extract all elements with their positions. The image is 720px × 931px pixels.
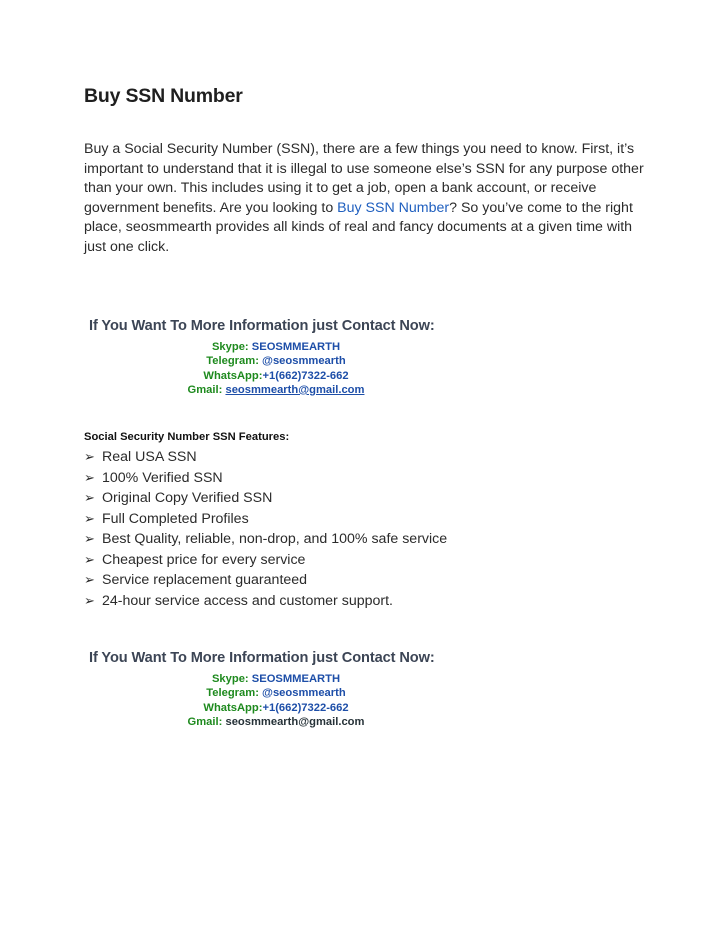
whatsapp-value: +1(662)7322-662: [262, 701, 349, 714]
telegram-value: @seosmmearth: [262, 355, 346, 368]
features-heading: Social Security Number SSN Features:: [84, 431, 290, 443]
arrow-bullet-icon: ➢: [84, 531, 95, 546]
feature-text: Original Copy Verified SSN: [102, 490, 273, 506]
feature-item: [84, 468, 447, 489]
skype-value: SEOSMMEARTH: [251, 673, 341, 685]
whatsapp-line: [180, 369, 372, 383]
whatsapp-value: +1(662)7322-662: [262, 369, 349, 382]
whatsapp-label: WhatsApp:: [203, 701, 263, 714]
skype-line: [180, 340, 372, 354]
gmail-line: [180, 715, 372, 729]
feature-item: [84, 550, 447, 571]
feature-item: [84, 447, 447, 468]
feature-item: [84, 570, 447, 591]
feature-text: Full Completed Profiles: [102, 510, 249, 527]
features-list: [84, 447, 447, 611]
feature-item: [84, 529, 447, 550]
feature-text: 100% Verified SSN: [102, 469, 223, 486]
arrow-bullet-icon: ➢: [84, 449, 95, 464]
skype-value: SEOSMMEARTH: [251, 341, 341, 353]
feature-item: [84, 591, 447, 612]
feature-text: Best Quality, reliable, non-drop, and 100% safe service: [102, 531, 448, 547]
contact-heading-2: If You Want To More Information just Contact Now:: [89, 650, 435, 666]
skype-label: Skype:: [211, 673, 249, 685]
arrow-bullet-icon: ➢: [84, 469, 95, 485]
skype-label: Skype:: [211, 341, 249, 353]
gmail-label: Gmail:: [187, 715, 223, 728]
feature-item: [84, 488, 447, 509]
gmail-value: seosmmearth@gmail.com: [225, 715, 365, 728]
contact-heading-1: If You Want To More Information just Contact Now:: [89, 318, 435, 334]
page-title: Buy SSN Number: [84, 85, 243, 107]
intro-text-before-link: Buy a Social Security Number (SSN), there are a few things you need to know. First, it’s important to understand that it is illegal to use someone else’s SSN for any purpose other than your own. This includes using it to get a job, open a bank account, or receive government benefits. Are you looking to: [84, 141, 644, 216]
feature-text: Service replacement guaranteed: [102, 572, 308, 588]
arrow-bullet-icon: ➢: [84, 551, 95, 567]
feature-text: 24-hour service access and customer support.: [102, 592, 393, 609]
whatsapp-label: WhatsApp:: [203, 369, 263, 382]
feature-text: Real USA SSN: [102, 449, 197, 465]
gmail-line: [180, 383, 372, 397]
arrow-bullet-icon: ➢: [84, 490, 95, 505]
gmail-link[interactable]: seosmmearth@gmail.com: [225, 383, 365, 396]
arrow-bullet-icon: ➢: [84, 510, 95, 526]
arrow-bullet-icon: ➢: [84, 592, 95, 608]
telegram-line: [180, 354, 372, 368]
feature-text: Cheapest price for every service: [102, 551, 306, 568]
telegram-label: Telegram:: [206, 355, 259, 368]
skype-line: [180, 672, 372, 686]
whatsapp-line: [180, 701, 372, 715]
telegram-label: Telegram:: [206, 687, 259, 700]
intro-text-after-link: ? So you’ve come to the right place, seosmmearth provides all kinds of real and fancy documents at a given time with just one click.: [84, 199, 633, 255]
intro-paragraph: [84, 140, 644, 258]
buy-ssn-link[interactable]: Buy SSN Number: [337, 199, 450, 216]
arrow-bullet-icon: ➢: [84, 572, 95, 587]
gmail-label: Gmail:: [187, 383, 223, 396]
contact-details-1: [180, 340, 372, 397]
feature-item: [84, 509, 447, 530]
contact-details-2: [180, 672, 372, 729]
telegram-value: @seosmmearth: [262, 687, 346, 700]
telegram-line: [180, 686, 372, 700]
